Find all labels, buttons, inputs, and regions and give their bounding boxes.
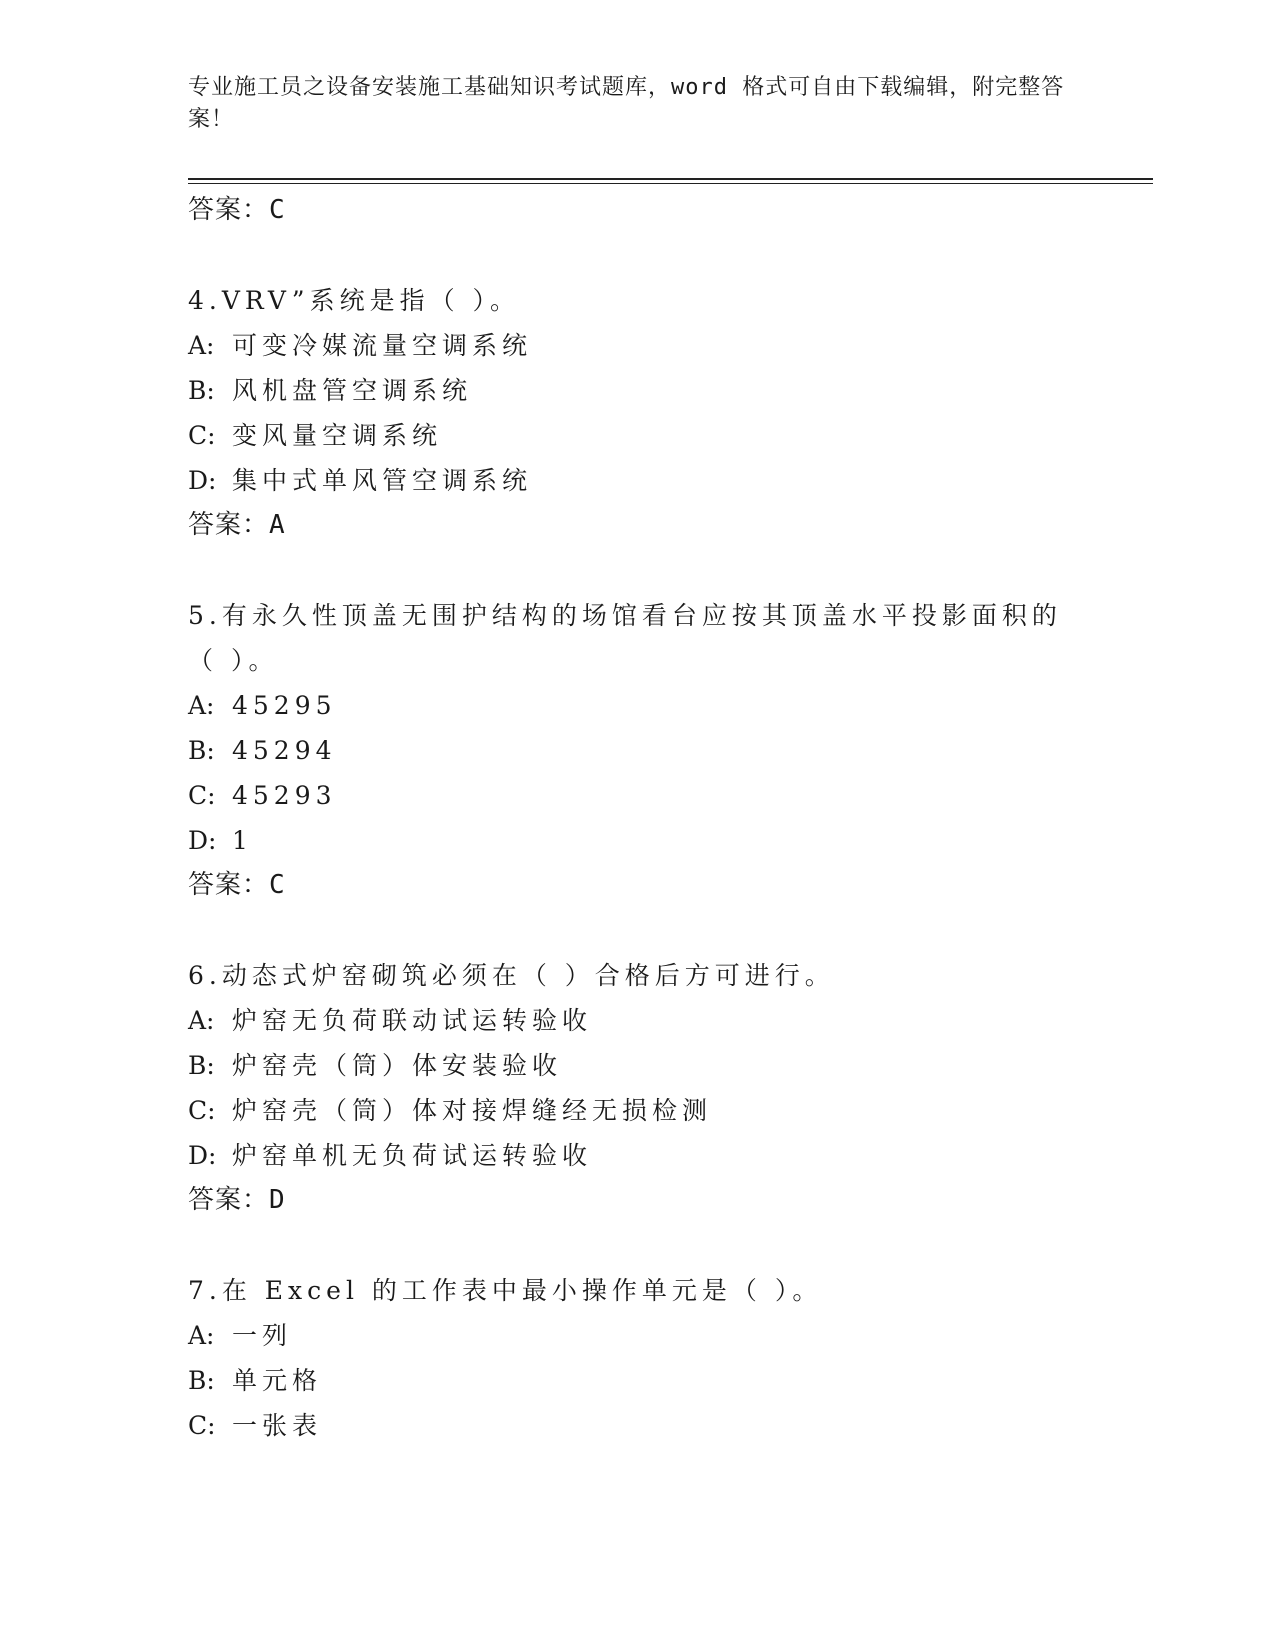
option-b: B: 风机盘管空调系统 xyxy=(188,376,473,405)
header-title: 专业施工员之设备安装施工基础知识考试题库，word 格式可自由下载编辑，附完整答案！ xyxy=(188,75,1065,132)
option-d: D: 1 xyxy=(188,826,253,855)
option-d: D: 集中式单风管空调系统 xyxy=(188,466,533,495)
option-b: B: 45294 xyxy=(188,736,337,765)
option-b: B: 炉窑壳（筒）体安装验收 xyxy=(188,1051,563,1080)
answer-line: 答案：A xyxy=(188,510,286,540)
question-text: 6.动态式炉窑砌筑必须在（ ）合格后方可进行。 xyxy=(188,961,835,990)
option-a: A: 45295 xyxy=(188,691,337,720)
question-list xyxy=(188,188,1068,1448)
answer-line: 答案：C xyxy=(188,870,286,900)
answer-line: 答案：C xyxy=(188,195,286,225)
option-c: C: 炉窑壳（筒）体对接焊缝经无损检测 xyxy=(188,1096,713,1125)
option-a: A: 炉窑无负荷联动试运转验收 xyxy=(188,1006,593,1035)
option-b: B: 单元格 xyxy=(188,1366,323,1395)
header-rule-thin xyxy=(188,183,1153,184)
answer-line: 答案：D xyxy=(188,1185,286,1215)
question-text: 5.有永久性顶盖无围护结构的场馆看台应按其顶盖水平投影面积的（ ）。 xyxy=(188,601,1062,675)
option-a: A: 可变冷媒流量空调系统 xyxy=(188,331,533,360)
option-c: C: 45293 xyxy=(188,781,337,810)
header-rule-thick xyxy=(188,178,1153,180)
document-header xyxy=(188,72,1068,136)
question-text: 7.在 Excel 的工作表中最小操作单元是（ ）。 xyxy=(188,1276,823,1305)
option-a: A: 一列 xyxy=(188,1321,293,1350)
option-d: D: 炉窑单机无负荷试运转验收 xyxy=(188,1141,593,1170)
option-c: C: 一张表 xyxy=(188,1411,323,1440)
option-c: C: 变风量空调系统 xyxy=(188,421,443,450)
question-text: 4.VRV”系统是指（ ）。 xyxy=(188,286,521,315)
